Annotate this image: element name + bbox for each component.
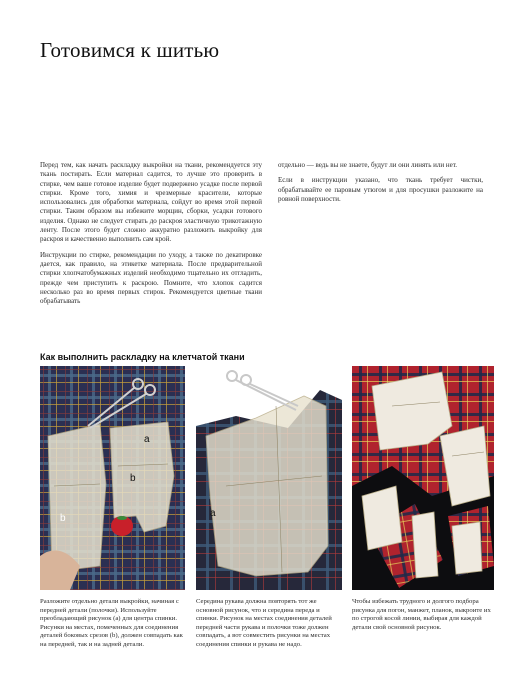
paragraph: Перед тем, как начать раскладку выкройки на ткани, рекомендуется эту ткань постирать. Если материал садится, то лучше это проверить в стирке, чем ваше готовое изделие будет подвержено усадке после первой стирки. Кроме того, химия и чрезмерные красители, которые использовались для обработки материала, сойдут во время этой первой стирки. Таким образом вы избежите морщин, сборки, усадки готового изделия. Однако не следует стирать до раскроя эластичную трикотажную ленту. После этого будет сложно аккуратно разложить выкройку для раскроя и качественно выполнить сам крой. <box>40 161 262 244</box>
paragraph: Инструкции по стирке, рекомендации по уходу, а также по декатировке дается, как правило, на этикетке материала. После предварительной стирки хлопчатобумажных изделий необходимо тщательно их отгладить, прежде чем приступить к раскрою. Помните, что хлопок садится несколько раз во время первых стирок. Рекомендуется цветные ткани обрабатывать <box>40 250 262 306</box>
photo-plaid-front-layout <box>40 366 185 590</box>
page-title: Готовимся к шитью <box>40 38 220 62</box>
paragraph: отдельно — ведь вы не знаете, будут ли они линять или нет. <box>278 161 458 169</box>
photo-caption: Чтобы избежать трудного и долгого подбора рисунка для погон, манжет, планок, выкроите их по строгой косой линии, выбирая для каждой детали свой основной рисунок. <box>352 598 491 631</box>
text-column-right <box>278 161 483 210</box>
photo-sleeve-alignment <box>196 366 342 590</box>
section-heading: Как выполнить раскладку на клетчатой ткани <box>40 352 245 362</box>
photo-bias-cut-pieces <box>352 366 494 590</box>
label-a: a <box>144 434 150 445</box>
photo-caption: Середина рукава должна повторять тот же основной рисунок, что и середина переда и спинки. Рисунок на местах соединения деталей передней части рукава и полочки тоже должен совпадать, а вот совместить рисунки на местах соединения спинки и рукава не надо. <box>196 598 332 648</box>
label-b: b <box>60 513 66 524</box>
photo-caption: Разложите отдельно детали выкройки, начиная с передней детали (полочки). Используйте преобладающий рисунок (а) для центра спинки. Рисунки на местах, помеченных для соединения деталей боковых срезов (b), должен совпадать как на передней, так и на задней детали. <box>40 598 183 648</box>
label-b: b <box>130 473 136 484</box>
text-column-left <box>40 161 262 312</box>
paragraph: Если в инструкции указано, что ткань требует чистки, обрабатывайте ее паровым утюгом и для просушки разложите на ровной поверхности. <box>278 176 483 203</box>
pincushion-icon <box>111 516 133 536</box>
label-a: a <box>210 508 216 519</box>
